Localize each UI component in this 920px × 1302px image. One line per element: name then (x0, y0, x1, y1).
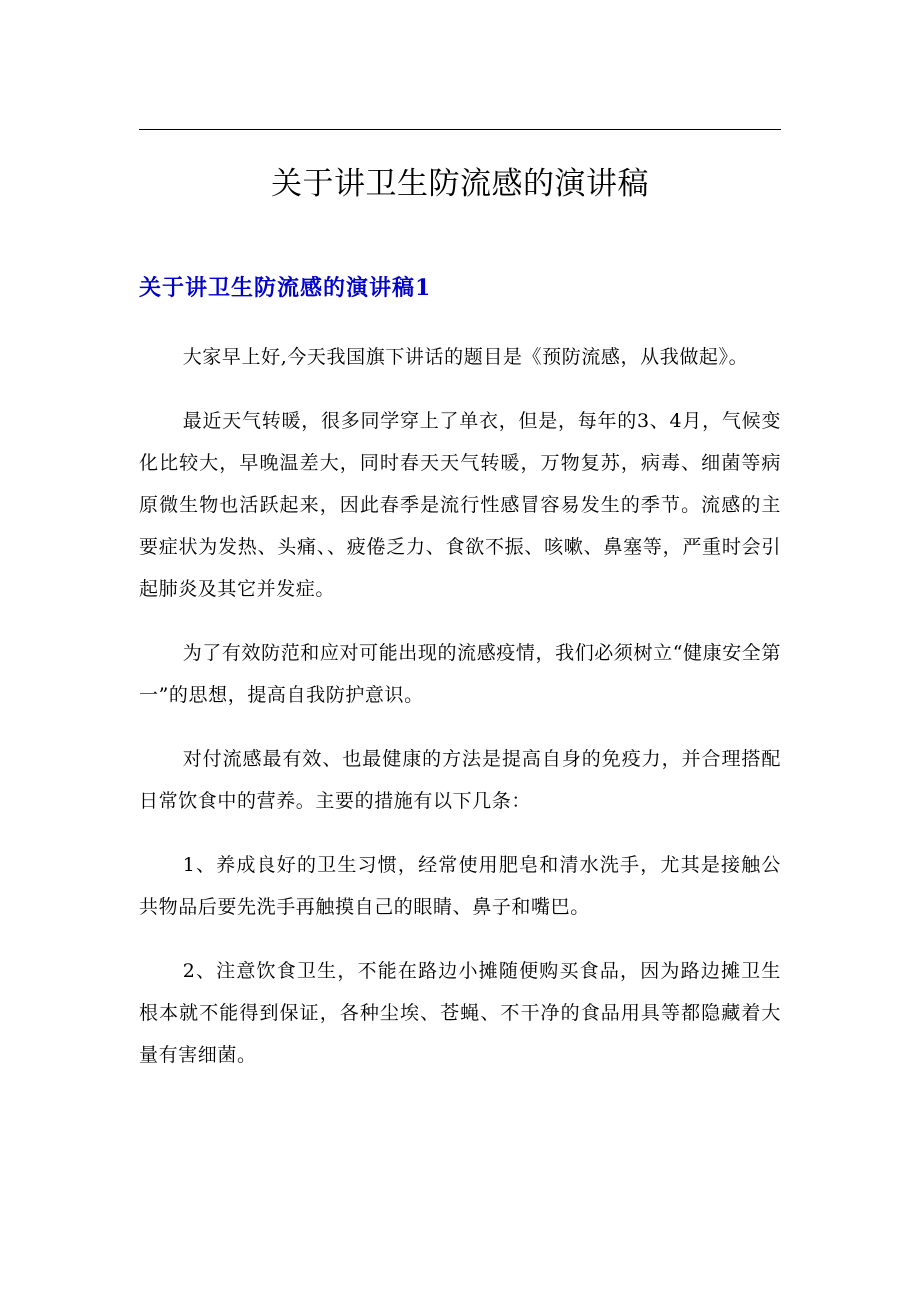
paragraph-awareness: 为了有效防范和应对可能出现的流感疫情，我们必须树立“健康安全第一”的思想，提高自我防护意识。 (139, 642, 782, 706)
header-rule (139, 129, 781, 130)
paragraph-greeting: 大家早上好,今天我国旗下讲话的题目是《预防流感，从我做起》。 (182, 346, 749, 368)
section-heading: 关于讲卫生防流感的演讲稿1 (139, 275, 432, 301)
paragraph-measure-1: 1、养成良好的卫生习惯，经常使用肥皂和清水洗手，尤其是接触公共物品后要先洗手再触摸自己的眼睛、鼻子和嘴巴。 (139, 854, 781, 918)
document-body (139, 336, 781, 1098)
paragraph-weather: 最近天气转暖，很多同学穿上了单衣，但是，每年的3、4月，气候变化比较大，早晚温差大，同时春天天气转暖，万物复苏，病毒、细菌等病原微生物也活跃起来，因此春季是流行性感冒容易发生的季节。流感的主要症状为发热、头痛、、疲倦乏力、食欲不振、咳嗽、鼻塞等，严重时会引起肺炎及其它并发症。 (139, 410, 781, 600)
paragraph-immunity: 对付流感最有效、也最健康的方法是提高自身的免疫力，并合理搭配日常饮食中的营养。主要的措施有以下几条： (139, 748, 781, 812)
document-title: 关于讲卫生防流感的演讲稿 (271, 166, 649, 202)
paragraph-measure-2: 2、注意饮食卫生，不能在路边小摊随便购买食品，因为路边摊卫生根本就不能得到保证，各种尘埃、苍蝇、不干净的食品用具等都隐藏着大量有害细菌。 (139, 960, 781, 1066)
